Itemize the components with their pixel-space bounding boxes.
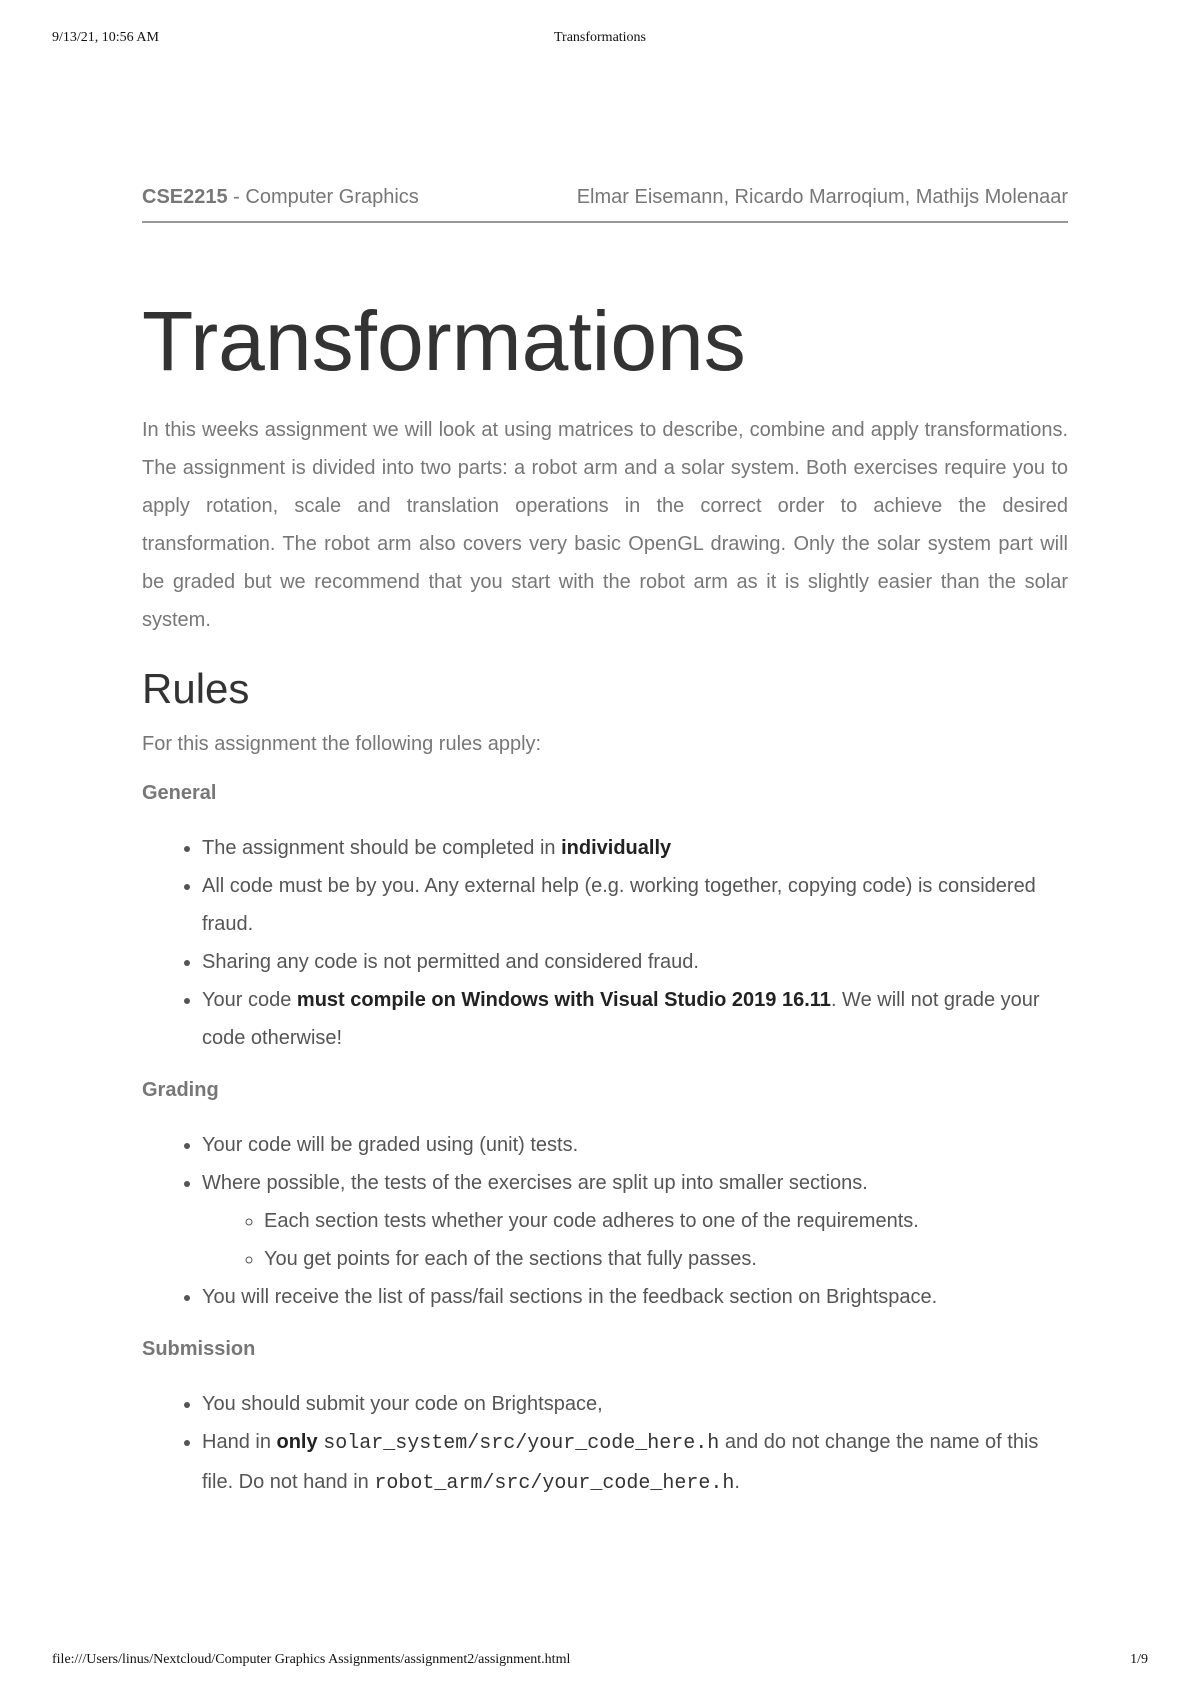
print-datetime: 9/13/21, 10:56 AM xyxy=(52,30,159,45)
sub-list-item: ◦ Each section tests whether your code adheres to one of the requirements. xyxy=(264,1202,1068,1240)
document-content xyxy=(142,186,1068,1525)
sub-list-item: ◦ You get points for each of the sections that fully passes. xyxy=(264,1240,1068,1278)
grading-sublist xyxy=(202,1202,1068,1278)
rules-heading: Rules xyxy=(142,665,250,713)
course-header xyxy=(142,186,1068,223)
general-item4-pre: Your code xyxy=(202,989,297,1012)
submission-item2-end: . xyxy=(734,1471,740,1494)
solar-system-file-path: solar_system/src/your_code_here.h xyxy=(323,1432,720,1456)
print-page-number: 1/9 xyxy=(1130,1652,1148,1667)
grading-item2-text: Where possible, the tests of the exercises are split up into smaller sections. xyxy=(202,1172,868,1195)
list-item xyxy=(202,981,1068,1057)
course-name: Computer Graphics xyxy=(245,186,419,208)
submission-item2-mid: and do not change the name of this file. Do not hand in xyxy=(202,1431,1039,1494)
course-code: CSE2215 xyxy=(142,186,228,208)
general-heading: General xyxy=(142,782,217,805)
list-item: • Your code will be graded using (unit) tests. xyxy=(202,1126,1068,1164)
print-header xyxy=(0,30,1200,50)
general-item1-bold: individually xyxy=(561,837,672,860)
general-item4-bold: must compile on Windows with Visual Studio 2019 16.11 xyxy=(296,989,831,1012)
print-title: Transformations xyxy=(553,30,647,45)
print-file-path: file:///Users/linus/Nextcloud/Computer Graphics Assignments/assignment2/assignment.html xyxy=(52,1652,571,1667)
general-list xyxy=(142,829,1068,1057)
rules-lead: For this assignment the following rules apply: xyxy=(142,733,542,756)
list-item: • All code must be by you. Any external help (e.g. working together, copying code) is considered fraud. xyxy=(202,867,1068,943)
page-title: Transformations xyxy=(142,294,746,388)
submission-heading: Submission xyxy=(142,1338,256,1361)
print-footer xyxy=(0,1652,1200,1672)
list-item: • You will receive the list of pass/fail sections in the feedback section on Brightspace. xyxy=(202,1278,1068,1316)
authors: Elmar Eisemann, Ricardo Marroqium, Mathijs Molenaar xyxy=(576,186,1068,208)
grading-heading: Grading xyxy=(142,1079,219,1102)
list-item xyxy=(202,1423,1068,1503)
general-item4-post: . We will not grade your code otherwise! xyxy=(202,989,1040,1050)
submission-item2-bold: only xyxy=(276,1431,318,1454)
grading-list xyxy=(142,1126,1068,1316)
list-item xyxy=(202,1164,1068,1278)
robot-arm-file-path: robot_arm/src/your_code_here.h xyxy=(374,1472,735,1496)
list-item: • You should submit your code on Brightspace, xyxy=(202,1385,1068,1423)
course-separator: - xyxy=(227,186,246,208)
general-item1-text: The assignment should be completed in xyxy=(202,837,562,860)
intro-paragraph: In this weeks assignment we will look at using matrices to describe, combine and apply transformations. The assignment is divided into two parts: a robot arm and a solar system. Both exercises require you to apply rotation, scale and translation operations in the correct order to achieve the desired transformation. The robot arm also covers very basic OpenGL drawing. Only the solar system part will be graded but we recommend that you start with the robot arm as it is slightly easier than the solar system. xyxy=(142,419,1068,632)
list-item xyxy=(202,829,1068,867)
submission-list xyxy=(142,1385,1068,1503)
list-item: • Sharing any code is not permitted and considered fraud. xyxy=(202,943,1068,981)
submission-item2-pre: Hand in xyxy=(202,1431,277,1454)
course-title xyxy=(142,186,419,209)
